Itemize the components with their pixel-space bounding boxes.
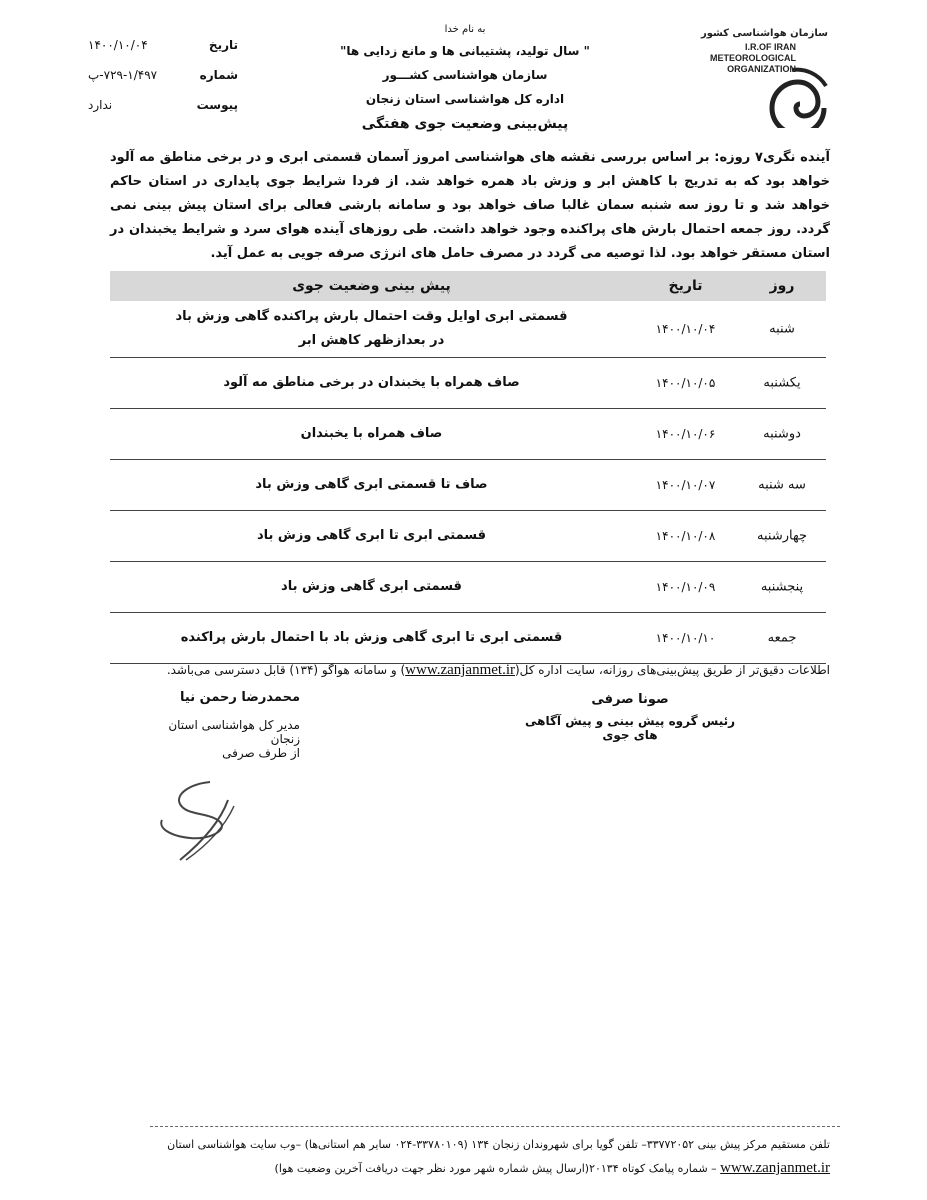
row-forecast: قسمتی ابری اوایل وقت احتمال بارش پراکنده گاهی وزش باد در بعدازظهر کاهش ابر <box>175 309 568 348</box>
left-signer-title: مدیر کل هواشناسی استان زنجان <box>168 718 300 746</box>
row-day: سه شنبه <box>758 477 806 493</box>
row-day: شنبه <box>769 321 795 337</box>
office-name: اداره کل هواشناسی استان زنجان <box>365 92 565 106</box>
website-link[interactable]: www.zanjanmet.ir <box>405 662 515 678</box>
row-day: یکشنبه <box>763 375 801 391</box>
row-date: ۱۴۰۰/۱۰/۱۰ <box>655 631 716 645</box>
row-date: ۱۴۰۰/۱۰/۰۵ <box>655 376 716 390</box>
slogan: " سال تولید، پشتیبانی ها و مانع زدایی ها" <box>340 44 590 58</box>
row-day: پنجشنبه <box>760 579 804 595</box>
footer-line2-text: – شماره پیامک کوتاه ۲۰۱۳۴(ارسال پیش شماره شهر مورد نظر جهت دریافت آخرین وضعیت هوا) <box>274 1162 721 1175</box>
row-date: ۱۴۰۰/۱۰/۰۹ <box>655 580 716 594</box>
info-after: ) و سامانه هواگو (۱۳۴) قابل دسترسی می‌باشد. <box>166 663 406 677</box>
right-signer-name: صونا صرفی <box>591 692 669 707</box>
row-day: دوشنبه <box>763 426 801 442</box>
left-signer-name: محمدرضا رحمن نیا <box>180 690 300 705</box>
header-forecast: پیش بینی وضعیت جوی <box>292 278 451 294</box>
row-day: چهارشنبه <box>757 528 807 544</box>
attachment-value: ندارد <box>88 98 113 112</box>
info-line <box>100 662 830 679</box>
row-day: جمعه <box>767 630 797 646</box>
table-row <box>110 409 826 460</box>
logo-en-line1: I.R.OF IRAN <box>745 42 796 52</box>
number-label: شماره <box>199 68 238 82</box>
info-before: اطلاعات دقیق‌تر از طریق پیش‌بینی‌های روزانه، سایت اداره کل( <box>515 663 830 677</box>
meta-date <box>88 38 238 60</box>
row-forecast: قسمتی ابری تا ابری گاهی وزش باد با احتمال بارش پراکنده <box>180 630 563 645</box>
logo <box>688 28 828 128</box>
left-signer-note: از طرف صرفی <box>222 746 300 760</box>
attachment-label: پیوست <box>196 98 238 112</box>
meta-number <box>88 68 238 90</box>
table-row <box>110 511 826 562</box>
table-row <box>110 301 826 358</box>
right-signer-title: رئیس گروه پیش بینی و پیش آگاهی های جوی <box>524 714 736 742</box>
footer-line2 <box>100 1160 830 1177</box>
table-row <box>110 358 826 409</box>
number-value: ۷۲۹-۱/۴۹۷-پ <box>88 68 158 82</box>
table-row <box>110 562 826 613</box>
row-forecast: قسمتی ابری تا ابری گاهی وزش باد <box>256 528 487 543</box>
footer-website-link[interactable]: www.zanjanmet.ir <box>720 1160 830 1176</box>
row-forecast: صاف همراه با یخبندان در برخی مناطق مه آلود <box>223 375 520 390</box>
table-header <box>110 271 826 301</box>
logo-en-line2: METEOROLOGICAL <box>710 53 796 63</box>
row-forecast: صاف همراه با یخبندان <box>300 426 443 441</box>
row-forecast: صاف تا قسمتی ابری گاهی وزش باد <box>255 477 488 492</box>
row-date: ۱۴۰۰/۱۰/۰۶ <box>655 427 716 441</box>
logo-title: سازمان هواشناسی کشور <box>700 28 828 39</box>
table-row <box>110 460 826 511</box>
table-row <box>110 613 826 664</box>
bismillah: به نام خدا <box>444 24 486 35</box>
row-forecast: قسمتی ابری گاهی وزش باد <box>281 579 462 594</box>
logo-en-line3: ORGANIZATION <box>727 64 796 74</box>
footer-rule <box>150 1126 840 1127</box>
org-name: سازمان هواشناسی کشـــور <box>382 68 548 82</box>
row-date: ۱۴۰۰/۱۰/۰۸ <box>655 529 716 543</box>
date-label: تاریخ <box>208 38 238 52</box>
date-value: ۱۴۰۰/۱۰/۰۴ <box>88 38 148 52</box>
meta-attachment <box>88 98 238 120</box>
row-date: ۱۴۰۰/۱۰/۰۴ <box>655 322 716 336</box>
intro-paragraph: آینده نگری۷ روزه: بر اساس بررسی نقشه های هواشناسی امروز آسمان قسمتی ابری و در برخی مناطق مه آلود خواهد بود که به تدریج با کاهش ابر و وزش باد همره خواهد شد. از فردا شرایط جوی پایداری در استان حاکم خواهد شد و تا روز سه شنبه سمان غالبا صاف خواهد بود و سامانه بارشی فعالی برای استان پیش بینی نمی گردد. روز جمعه احتمال بارش های پراکنده وجود خواهد داشت. طی روزهای آینده هوای سرد و شرایط یخبندان در استان مستقر خواهد بود. لذا توصیه می گردد در مصرف حامل های انرژی صرفه جویی به عمل آید. <box>110 150 831 261</box>
signature-icon <box>150 772 250 867</box>
footer-line1: تلفن مستقیم مرکز پیش بینی ۳۳۷۷۲۰۵۲– تلفن گویا برای شهروندان زنجان ۱۳۴ (۳۳۷۸۰۱۰۹-۰۲۴ سایر هم استانی‌ها) –وب سایت هواشناسی استان <box>167 1138 830 1151</box>
logo-spiral-icon <box>768 46 828 128</box>
header-day: روز <box>769 278 795 294</box>
header-date: تاریخ <box>668 278 703 294</box>
row-date: ۱۴۰۰/۱۰/۰۷ <box>655 478 716 492</box>
page-title: پیش‌بینی وضعیت جوی هفتگی <box>361 116 569 132</box>
forecast-table <box>110 271 826 664</box>
